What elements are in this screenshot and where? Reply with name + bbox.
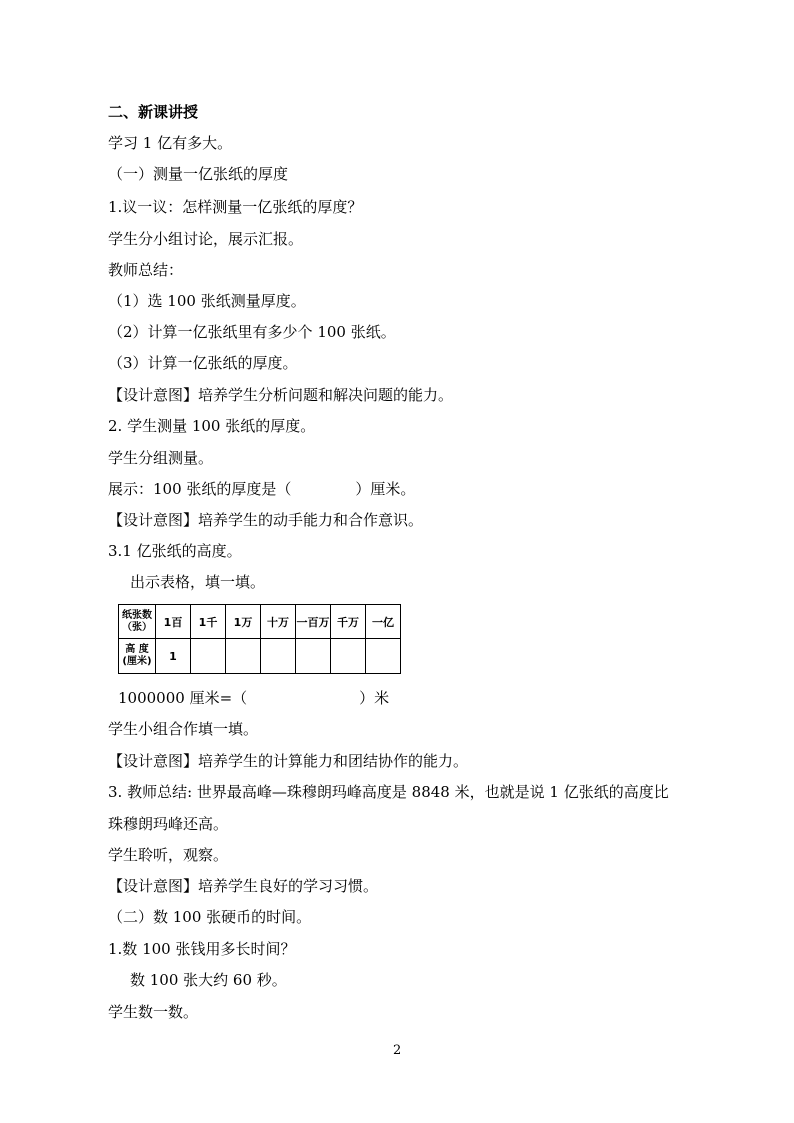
text-line (118, 688, 389, 708)
text-line: 3. 教师总结: 世界最高峰—珠穆朗玛峰高度是 8848 米，也就是说 1 亿张纸的高度比 (108, 783, 669, 801)
text-line: 学生聆听，观察。 (108, 846, 229, 864)
subsection-heading: （一）测量一亿张纸的厚度 (108, 165, 289, 183)
text-line: （1）选 100 张纸测量厚度。 (108, 292, 306, 310)
text-line: 珠穆朗玛峰还高。 (108, 815, 229, 833)
fill-in-prefix: 1000000 厘米=（ (118, 689, 248, 707)
design-intent: 【设计意图】培养学生良好的学习习惯。 (108, 877, 379, 895)
text-line: 学生分小组讨论，展示汇报。 (108, 230, 304, 248)
text-line: （2）计算一亿张纸里有多少个 100 张纸。 (108, 323, 396, 341)
table-cell: 1 (156, 639, 191, 674)
text-line: 学生小组合作填一填。 (108, 720, 259, 738)
table-cell (296, 639, 331, 674)
text-line: 1.数 100 张钱用多长时间？ (108, 940, 296, 958)
fill-in-suffix: ）厘米。 (355, 480, 416, 498)
text-line: 学生分组测量。 (108, 449, 214, 467)
paper-height-table (118, 604, 401, 674)
table-cell (261, 639, 296, 674)
text-line: 1.议一议：怎样测量一亿张纸的厚度？ (108, 198, 363, 216)
text-line: 3.1 亿张纸的高度。 (108, 542, 242, 560)
subsection-heading: （二）数 100 张硬币的时间。 (108, 908, 312, 926)
design-intent: 【设计意图】培养学生分析问题和解决问题的能力。 (108, 386, 454, 404)
design-intent: 【设计意图】培养学生的计算能力和团结协作的能力。 (108, 752, 469, 770)
table-cell: 千万 (331, 605, 366, 639)
table-cell: 一亿 (366, 605, 401, 639)
table-cell (331, 639, 366, 674)
text-line (108, 479, 415, 499)
text-line: 学生数一数。 (108, 1003, 199, 1021)
table-row-header: 高 度 (厘米) (119, 639, 156, 674)
section-title: 二、新课讲授 (108, 103, 199, 121)
text-line: 教师总结： (108, 261, 184, 279)
table-cell (366, 639, 401, 674)
text-line: 学习 1 亿有多大。 (108, 134, 233, 152)
table-cell: 1万 (226, 605, 261, 639)
table-row (119, 639, 401, 674)
text-line: 数 100 张大约 60 秒。 (130, 971, 287, 989)
table-cell (226, 639, 261, 674)
table-row (119, 605, 401, 639)
text-line: 出示表格，填一填。 (130, 573, 266, 591)
page-number: 2 (393, 1043, 402, 1058)
design-intent: 【设计意图】培养学生的动手能力和合作意识。 (108, 511, 424, 529)
table-cell (191, 639, 226, 674)
table-cell: 十万 (261, 605, 296, 639)
table-cell: 1千 (191, 605, 226, 639)
text-line: 2. 学生测量 100 张纸的厚度。 (108, 417, 316, 435)
fill-in-prefix: 展示：100 张纸的厚度是（ (108, 480, 292, 498)
table-cell: 1百 (156, 605, 191, 639)
table-cell: 一百万 (296, 605, 331, 639)
table-row-header: 纸张数 （张） (119, 605, 156, 639)
fill-in-suffix: ）米 (359, 689, 390, 707)
text-line: （3）计算一亿张纸的厚度。 (108, 354, 298, 372)
